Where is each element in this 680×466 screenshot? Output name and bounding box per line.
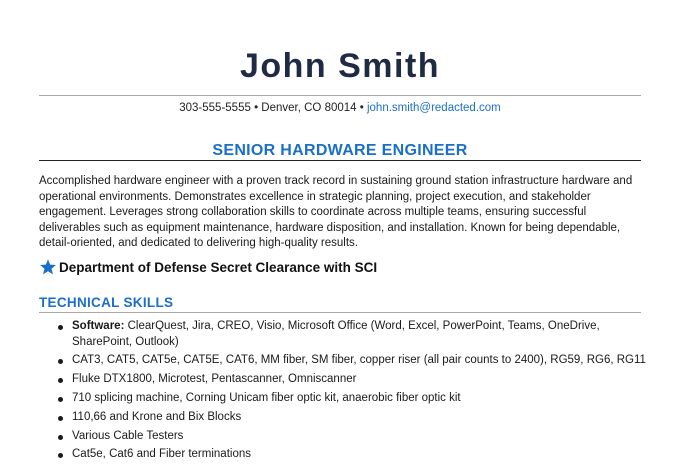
skills-divider bbox=[39, 312, 641, 313]
clearance-text: Department of Defense Secret Clearance with SCI bbox=[59, 259, 378, 275]
candidate-name: John Smith bbox=[239, 47, 441, 85]
skill-text: 110,66 and Krone and Bix Blocks bbox=[72, 410, 242, 423]
location: Denver, CO 80014 bbox=[261, 102, 357, 114]
skill-text: Various Cable Testers bbox=[72, 429, 184, 442]
skill-text: CAT3, CAT5, CAT5e, CAT5E, CAT6, MM fiber, SM fiber, copper riser (all pair counts to 2400), RG59, RG6, RG11 bbox=[72, 354, 646, 367]
bullet-icon bbox=[58, 378, 63, 383]
bullet-icon bbox=[58, 416, 63, 421]
contact-separator: • bbox=[356, 102, 367, 114]
phone-number: 303-555-5555 bbox=[179, 102, 251, 114]
skill-text: 710 splicing machine, Corning Unicam fiber optic kit, anaerobic fiber optic kit bbox=[72, 391, 461, 404]
skill-text: Cat5e, Cat6 and Fiber terminations bbox=[72, 448, 251, 461]
header-divider bbox=[39, 95, 641, 96]
email-link[interactable]: john.smith@redacted.com bbox=[366, 102, 501, 114]
list-item bbox=[39, 447, 649, 463]
contact-line bbox=[0, 100, 680, 116]
bullet-icon bbox=[58, 325, 63, 330]
bullet-icon bbox=[58, 453, 63, 458]
list-item bbox=[39, 372, 649, 388]
skill-text: ClearQuest, Jira, CREO, Visio, Microsoft Office (Word, Excel, PowerPoint, Teams, OneDrive, SharePoint, Outlook) bbox=[72, 320, 600, 348]
title-divider bbox=[39, 160, 641, 161]
list-item bbox=[39, 319, 649, 350]
skill-category-label: Software: bbox=[72, 320, 125, 332]
bullet-icon bbox=[58, 397, 63, 402]
bullet-icon bbox=[58, 435, 63, 440]
skill-text: Fluke DTX1800, Microtest, Pentascanner, Omniscanner bbox=[72, 373, 357, 386]
bullet-icon bbox=[58, 359, 63, 364]
job-title: SENIOR HARDWARE ENGINEER bbox=[212, 142, 468, 159]
list-item bbox=[39, 353, 649, 369]
list-item bbox=[39, 391, 649, 407]
technical-skills-heading: TECHNICAL SKILLS bbox=[39, 295, 174, 310]
contact-separator: • bbox=[250, 102, 262, 114]
clearance-line bbox=[39, 257, 377, 277]
technical-skills-list bbox=[39, 319, 649, 466]
star-icon bbox=[39, 258, 57, 276]
list-item bbox=[39, 410, 649, 426]
list-item bbox=[39, 429, 649, 445]
professional-summary: Accomplished hardware engineer with a proven track record in sustaining ground station infrastructure hardware and operational environments. Demonstrates excellence in strategic planning, project execution, and stakeholder engagement. Leverages strong collaboration skills to coordinate across multiple teams, ensuring successful deliverables such as equipment maintenance, hardware disposition, and installation. Known for being dependable, detail-oriented, and dedicated to delivering high-quality results. bbox=[39, 175, 633, 250]
